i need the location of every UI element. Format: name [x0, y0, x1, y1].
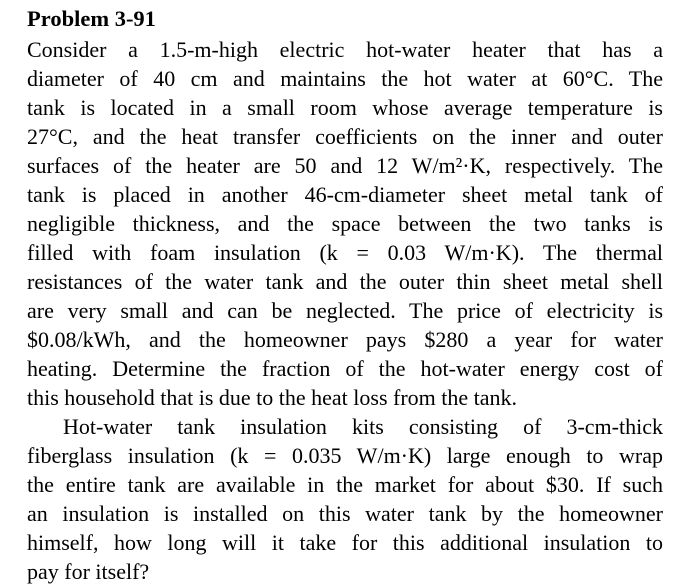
- problem-text-line: $0.08/kWh, and the homeowner pays $280 a year for water: [27, 327, 663, 352]
- problem-text-line: surfaces of the heater are 50 and 12 W/m²·K, respectively. The: [27, 153, 663, 178]
- problem-text-line: Hot-water tank insulation kits consisting of 3-cm-thick: [63, 414, 663, 439]
- problem-text-line: pay for itself?: [27, 559, 150, 584]
- problem-text-line: the entire tank are available in the market for about $30. If such: [27, 472, 663, 497]
- problem-text-line: tank is located in a small room whose average temperature is: [27, 95, 663, 120]
- problem-text-line: fiberglass insulation (k = 0.035 W/m·K) large enough to wrap: [27, 443, 663, 468]
- problem-text-line: diameter of 40 cm and maintains the hot water at 60°C. The: [27, 66, 663, 91]
- problem-text-line: an insulation is installed on this water tank by the homeowner: [27, 501, 663, 526]
- problem-text: [27, 35, 663, 586]
- problem-text-line: this household that is due to the heat loss from the tank.: [27, 385, 518, 410]
- problem-text-line: heating. Determine the fraction of the hot-water energy cost of: [27, 356, 663, 381]
- problem-title: Problem 3-91: [27, 6, 156, 31]
- problem-text-line: are very small and can be neglected. The price of electricity is: [27, 298, 663, 323]
- problem-text-line: himself, how long will it take for this additional insulation to: [27, 530, 663, 555]
- problem-text-line: filled with foam insulation (k = 0.03 W/m·K). The thermal: [27, 240, 663, 265]
- problem-text-line: Consider a 1.5-m-high electric hot-water heater that has a: [27, 37, 663, 62]
- problem-text-line: negligible thickness, and the space between the two tanks is: [27, 211, 663, 236]
- problem-text-line: tank is placed in another 46-cm-diameter sheet metal tank of: [27, 182, 663, 207]
- problem-text-line: resistances of the water tank and the outer thin sheet metal shell: [27, 269, 663, 294]
- problem-text-line: 27°C, and the heat transfer coefficients on the inner and outer: [27, 124, 663, 149]
